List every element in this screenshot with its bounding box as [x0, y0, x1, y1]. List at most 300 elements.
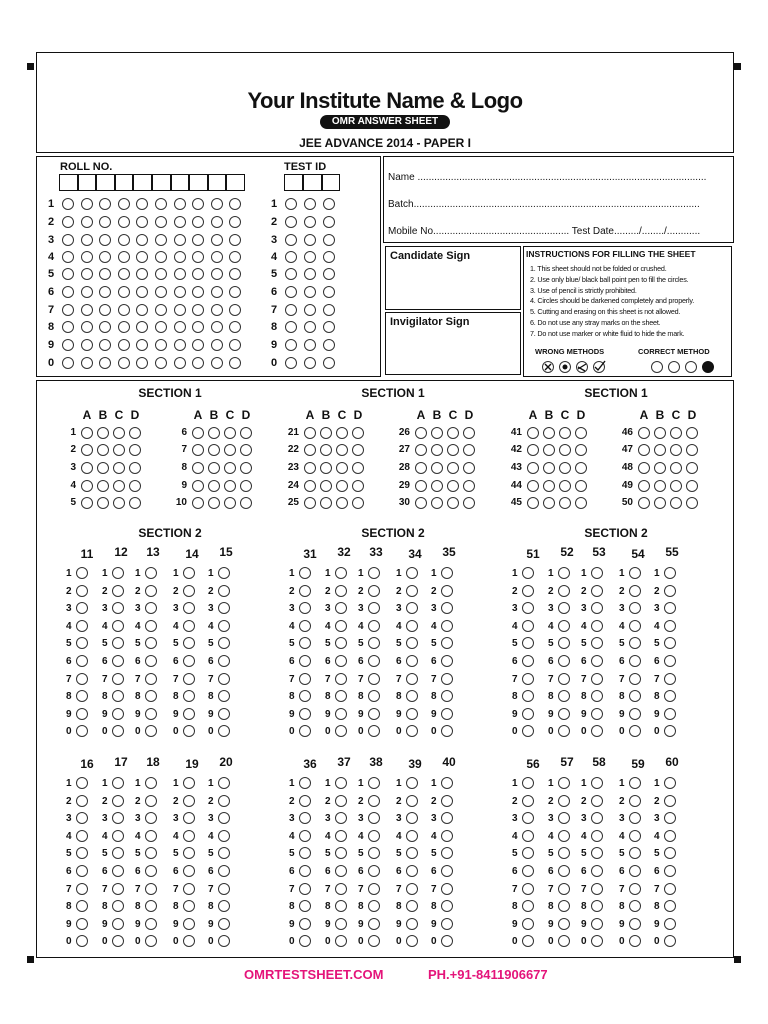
integer-answer-bubble[interactable]	[76, 795, 88, 807]
answer-bubble[interactable]	[463, 444, 475, 456]
integer-answer-bubble[interactable]	[441, 777, 453, 789]
integer-answer-bubble[interactable]	[145, 567, 157, 579]
answer-bubble[interactable]	[336, 462, 348, 474]
integer-answer-bubble[interactable]	[76, 620, 88, 632]
integer-answer-bubble[interactable]	[299, 567, 311, 579]
integer-answer-bubble[interactable]	[76, 673, 88, 685]
integer-answer-bubble[interactable]	[406, 795, 418, 807]
integer-answer-bubble[interactable]	[76, 918, 88, 930]
roll-bubble[interactable]	[118, 357, 130, 369]
answer-bubble[interactable]	[654, 480, 666, 492]
roll-bubble[interactable]	[211, 198, 223, 210]
integer-answer-bubble[interactable]	[591, 620, 603, 632]
roll-bubble[interactable]	[62, 304, 74, 316]
integer-answer-bubble[interactable]	[112, 567, 124, 579]
answer-bubble[interactable]	[575, 480, 587, 492]
answer-bubble[interactable]	[208, 444, 220, 456]
integer-answer-bubble[interactable]	[112, 585, 124, 597]
integer-answer-bubble[interactable]	[629, 830, 641, 842]
roll-bubble[interactable]	[62, 216, 74, 228]
integer-answer-bubble[interactable]	[183, 777, 195, 789]
answer-bubble[interactable]	[129, 462, 141, 474]
answer-bubble[interactable]	[431, 427, 443, 439]
roll-bubble[interactable]	[155, 198, 167, 210]
answer-bubble[interactable]	[192, 427, 204, 439]
answer-bubble[interactable]	[320, 427, 332, 439]
integer-answer-bubble[interactable]	[441, 708, 453, 720]
testid-bubble[interactable]	[323, 304, 335, 316]
answer-bubble[interactable]	[240, 497, 252, 509]
answer-bubble[interactable]	[352, 444, 364, 456]
roll-digit-box[interactable]	[78, 174, 97, 191]
integer-answer-bubble[interactable]	[406, 655, 418, 667]
answer-bubble[interactable]	[654, 444, 666, 456]
integer-answer-bubble[interactable]	[299, 585, 311, 597]
integer-answer-bubble[interactable]	[145, 620, 157, 632]
answer-bubble[interactable]	[352, 480, 364, 492]
answer-bubble[interactable]	[670, 497, 682, 509]
answer-bubble[interactable]	[686, 427, 698, 439]
answer-bubble[interactable]	[224, 427, 236, 439]
answer-bubble[interactable]	[113, 444, 125, 456]
roll-bubble[interactable]	[81, 286, 93, 298]
integer-answer-bubble[interactable]	[145, 865, 157, 877]
answer-bubble[interactable]	[638, 462, 650, 474]
roll-bubble[interactable]	[118, 198, 130, 210]
testid-bubble[interactable]	[323, 216, 335, 228]
roll-bubble[interactable]	[81, 339, 93, 351]
integer-answer-bubble[interactable]	[591, 585, 603, 597]
integer-answer-bubble[interactable]	[218, 708, 230, 720]
answer-bubble[interactable]	[527, 480, 539, 492]
answer-bubble[interactable]	[575, 427, 587, 439]
answer-bubble[interactable]	[129, 444, 141, 456]
integer-answer-bubble[interactable]	[335, 795, 347, 807]
roll-digit-box[interactable]	[59, 174, 78, 191]
integer-answer-bubble[interactable]	[558, 620, 570, 632]
integer-answer-bubble[interactable]	[183, 567, 195, 579]
integer-answer-bubble[interactable]	[406, 585, 418, 597]
answer-bubble[interactable]	[575, 444, 587, 456]
integer-answer-bubble[interactable]	[218, 585, 230, 597]
integer-answer-bubble[interactable]	[299, 673, 311, 685]
answer-bubble[interactable]	[304, 497, 316, 509]
integer-answer-bubble[interactable]	[591, 567, 603, 579]
answer-bubble[interactable]	[431, 444, 443, 456]
integer-answer-bubble[interactable]	[558, 865, 570, 877]
answer-bubble[interactable]	[129, 480, 141, 492]
integer-answer-bubble[interactable]	[591, 673, 603, 685]
roll-bubble[interactable]	[174, 304, 186, 316]
roll-bubble[interactable]	[211, 304, 223, 316]
roll-bubble[interactable]	[174, 198, 186, 210]
integer-answer-bubble[interactable]	[591, 865, 603, 877]
integer-answer-bubble[interactable]	[218, 865, 230, 877]
answer-bubble[interactable]	[208, 497, 220, 509]
answer-bubble[interactable]	[320, 462, 332, 474]
integer-answer-bubble[interactable]	[335, 708, 347, 720]
testid-digit-box[interactable]	[322, 174, 341, 191]
integer-answer-bubble[interactable]	[441, 865, 453, 877]
answer-bubble[interactable]	[638, 444, 650, 456]
answer-bubble[interactable]	[304, 444, 316, 456]
integer-answer-bubble[interactable]	[183, 585, 195, 597]
roll-bubble[interactable]	[81, 198, 93, 210]
answer-bubble[interactable]	[415, 497, 427, 509]
answer-bubble[interactable]	[320, 480, 332, 492]
roll-bubble[interactable]	[155, 234, 167, 246]
integer-answer-bubble[interactable]	[368, 830, 380, 842]
answer-bubble[interactable]	[352, 497, 364, 509]
roll-bubble[interactable]	[118, 321, 130, 333]
answer-bubble[interactable]	[431, 497, 443, 509]
integer-answer-bubble[interactable]	[591, 830, 603, 842]
integer-answer-bubble[interactable]	[629, 708, 641, 720]
integer-answer-bubble[interactable]	[406, 918, 418, 930]
integer-answer-bubble[interactable]	[664, 777, 676, 789]
roll-bubble[interactable]	[62, 268, 74, 280]
answer-bubble[interactable]	[654, 497, 666, 509]
answer-bubble[interactable]	[527, 462, 539, 474]
integer-answer-bubble[interactable]	[441, 673, 453, 685]
roll-bubble[interactable]	[155, 268, 167, 280]
roll-digit-box[interactable]	[152, 174, 171, 191]
answer-bubble[interactable]	[543, 427, 555, 439]
roll-digit-box[interactable]	[171, 174, 190, 191]
integer-answer-bubble[interactable]	[558, 795, 570, 807]
integer-answer-bubble[interactable]	[664, 585, 676, 597]
integer-answer-bubble[interactable]	[406, 673, 418, 685]
answer-bubble[interactable]	[686, 480, 698, 492]
roll-bubble[interactable]	[81, 321, 93, 333]
roll-bubble[interactable]	[118, 304, 130, 316]
integer-answer-bubble[interactable]	[335, 865, 347, 877]
integer-answer-bubble[interactable]	[558, 883, 570, 895]
testid-bubble[interactable]	[323, 339, 335, 351]
testid-bubble[interactable]	[285, 357, 297, 369]
answer-bubble[interactable]	[97, 497, 109, 509]
integer-answer-bubble[interactable]	[664, 708, 676, 720]
answer-bubble[interactable]	[304, 462, 316, 474]
integer-answer-bubble[interactable]	[145, 918, 157, 930]
integer-answer-bubble[interactable]	[183, 795, 195, 807]
roll-bubble[interactable]	[174, 216, 186, 228]
integer-answer-bubble[interactable]	[112, 795, 124, 807]
answer-bubble[interactable]	[415, 462, 427, 474]
integer-answer-bubble[interactable]	[441, 655, 453, 667]
testid-bubble[interactable]	[304, 321, 316, 333]
integer-answer-bubble[interactable]	[664, 883, 676, 895]
integer-answer-bubble[interactable]	[629, 567, 641, 579]
integer-answer-bubble[interactable]	[522, 585, 534, 597]
integer-answer-bubble[interactable]	[183, 655, 195, 667]
answer-bubble[interactable]	[431, 480, 443, 492]
integer-answer-bubble[interactable]	[112, 708, 124, 720]
testid-digit-box[interactable]	[303, 174, 322, 191]
answer-bubble[interactable]	[447, 427, 459, 439]
answer-bubble[interactable]	[559, 497, 571, 509]
integer-answer-bubble[interactable]	[522, 708, 534, 720]
integer-answer-bubble[interactable]	[76, 865, 88, 877]
integer-answer-bubble[interactable]	[76, 655, 88, 667]
integer-answer-bubble[interactable]	[406, 865, 418, 877]
roll-bubble[interactable]	[211, 357, 223, 369]
integer-answer-bubble[interactable]	[183, 708, 195, 720]
roll-digit-box[interactable]	[133, 174, 152, 191]
integer-answer-bubble[interactable]	[299, 883, 311, 895]
integer-answer-bubble[interactable]	[335, 585, 347, 597]
integer-answer-bubble[interactable]	[299, 918, 311, 930]
integer-answer-bubble[interactable]	[629, 585, 641, 597]
testid-bubble[interactable]	[304, 198, 316, 210]
answer-bubble[interactable]	[670, 462, 682, 474]
testid-bubble[interactable]	[304, 304, 316, 316]
answer-bubble[interactable]	[352, 462, 364, 474]
roll-bubble[interactable]	[211, 251, 223, 263]
roll-bubble[interactable]	[81, 357, 93, 369]
answer-bubble[interactable]	[575, 497, 587, 509]
roll-bubble[interactable]	[155, 286, 167, 298]
answer-bubble[interactable]	[336, 444, 348, 456]
integer-answer-bubble[interactable]	[441, 620, 453, 632]
integer-answer-bubble[interactable]	[368, 585, 380, 597]
answer-bubble[interactable]	[224, 497, 236, 509]
roll-bubble[interactable]	[174, 339, 186, 351]
roll-bubble[interactable]	[118, 251, 130, 263]
testid-bubble[interactable]	[304, 339, 316, 351]
integer-answer-bubble[interactable]	[76, 708, 88, 720]
integer-answer-bubble[interactable]	[335, 567, 347, 579]
integer-answer-bubble[interactable]	[629, 777, 641, 789]
answer-bubble[interactable]	[192, 480, 204, 492]
integer-answer-bubble[interactable]	[299, 620, 311, 632]
integer-answer-bubble[interactable]	[629, 655, 641, 667]
answer-bubble[interactable]	[447, 462, 459, 474]
answer-bubble[interactable]	[686, 462, 698, 474]
integer-answer-bubble[interactable]	[591, 708, 603, 720]
integer-answer-bubble[interactable]	[218, 655, 230, 667]
roll-bubble[interactable]	[62, 198, 74, 210]
answer-bubble[interactable]	[224, 462, 236, 474]
answer-bubble[interactable]	[336, 427, 348, 439]
integer-answer-bubble[interactable]	[664, 620, 676, 632]
answer-bubble[interactable]	[543, 462, 555, 474]
roll-bubble[interactable]	[118, 234, 130, 246]
answer-bubble[interactable]	[81, 497, 93, 509]
integer-answer-bubble[interactable]	[368, 708, 380, 720]
roll-digit-box[interactable]	[226, 174, 245, 191]
testid-bubble[interactable]	[323, 234, 335, 246]
answer-bubble[interactable]	[304, 480, 316, 492]
integer-answer-bubble[interactable]	[183, 865, 195, 877]
integer-answer-bubble[interactable]	[558, 777, 570, 789]
integer-answer-bubble[interactable]	[522, 918, 534, 930]
answer-bubble[interactable]	[113, 480, 125, 492]
answer-bubble[interactable]	[431, 462, 443, 474]
answer-bubble[interactable]	[97, 427, 109, 439]
integer-answer-bubble[interactable]	[218, 777, 230, 789]
answer-bubble[interactable]	[447, 444, 459, 456]
integer-answer-bubble[interactable]	[145, 655, 157, 667]
testid-bubble[interactable]	[323, 251, 335, 263]
integer-answer-bubble[interactable]	[591, 795, 603, 807]
integer-answer-bubble[interactable]	[76, 883, 88, 895]
roll-bubble[interactable]	[118, 216, 130, 228]
integer-answer-bubble[interactable]	[218, 567, 230, 579]
answer-bubble[interactable]	[192, 497, 204, 509]
roll-bubble[interactable]	[118, 268, 130, 280]
roll-bubble[interactable]	[174, 321, 186, 333]
roll-bubble[interactable]	[155, 251, 167, 263]
integer-answer-bubble[interactable]	[441, 918, 453, 930]
integer-answer-bubble[interactable]	[522, 830, 534, 842]
answer-bubble[interactable]	[320, 497, 332, 509]
integer-answer-bubble[interactable]	[335, 777, 347, 789]
answer-bubble[interactable]	[240, 444, 252, 456]
integer-answer-bubble[interactable]	[368, 918, 380, 930]
integer-answer-bubble[interactable]	[299, 708, 311, 720]
integer-answer-bubble[interactable]	[406, 708, 418, 720]
answer-bubble[interactable]	[527, 497, 539, 509]
answer-bubble[interactable]	[192, 462, 204, 474]
testid-bubble[interactable]	[285, 268, 297, 280]
answer-bubble[interactable]	[304, 427, 316, 439]
answer-bubble[interactable]	[192, 444, 204, 456]
answer-bubble[interactable]	[543, 444, 555, 456]
answer-bubble[interactable]	[670, 444, 682, 456]
roll-bubble[interactable]	[174, 286, 186, 298]
answer-bubble[interactable]	[654, 427, 666, 439]
integer-answer-bubble[interactable]	[335, 655, 347, 667]
answer-bubble[interactable]	[670, 427, 682, 439]
answer-bubble[interactable]	[113, 427, 125, 439]
testid-bubble[interactable]	[323, 286, 335, 298]
answer-bubble[interactable]	[559, 462, 571, 474]
integer-answer-bubble[interactable]	[335, 830, 347, 842]
integer-answer-bubble[interactable]	[112, 673, 124, 685]
answer-bubble[interactable]	[686, 497, 698, 509]
testid-bubble[interactable]	[304, 251, 316, 263]
roll-digit-box[interactable]	[208, 174, 227, 191]
testid-bubble[interactable]	[304, 216, 316, 228]
integer-answer-bubble[interactable]	[335, 883, 347, 895]
integer-answer-bubble[interactable]	[218, 830, 230, 842]
integer-answer-bubble[interactable]	[183, 830, 195, 842]
integer-answer-bubble[interactable]	[558, 585, 570, 597]
answer-bubble[interactable]	[208, 462, 220, 474]
integer-answer-bubble[interactable]	[218, 795, 230, 807]
testid-bubble[interactable]	[304, 234, 316, 246]
roll-digit-box[interactable]	[96, 174, 115, 191]
answer-bubble[interactable]	[463, 480, 475, 492]
answer-bubble[interactable]	[97, 444, 109, 456]
integer-answer-bubble[interactable]	[112, 620, 124, 632]
testid-bubble[interactable]	[285, 339, 297, 351]
testid-bubble[interactable]	[285, 321, 297, 333]
testid-bubble[interactable]	[323, 198, 335, 210]
answer-bubble[interactable]	[670, 480, 682, 492]
testid-bubble[interactable]	[304, 286, 316, 298]
integer-answer-bubble[interactable]	[112, 918, 124, 930]
integer-answer-bubble[interactable]	[522, 655, 534, 667]
answer-bubble[interactable]	[463, 497, 475, 509]
answer-bubble[interactable]	[352, 427, 364, 439]
integer-answer-bubble[interactable]	[522, 883, 534, 895]
integer-answer-bubble[interactable]	[218, 673, 230, 685]
answer-bubble[interactable]	[463, 427, 475, 439]
integer-answer-bubble[interactable]	[629, 883, 641, 895]
roll-bubble[interactable]	[81, 234, 93, 246]
testid-bubble[interactable]	[285, 304, 297, 316]
integer-answer-bubble[interactable]	[368, 620, 380, 632]
integer-answer-bubble[interactable]	[664, 865, 676, 877]
answer-bubble[interactable]	[415, 480, 427, 492]
integer-answer-bubble[interactable]	[368, 655, 380, 667]
integer-answer-bubble[interactable]	[112, 883, 124, 895]
answer-bubble[interactable]	[81, 427, 93, 439]
testid-bubble[interactable]	[323, 357, 335, 369]
answer-bubble[interactable]	[559, 444, 571, 456]
roll-bubble[interactable]	[62, 286, 74, 298]
integer-answer-bubble[interactable]	[112, 830, 124, 842]
roll-bubble[interactable]	[211, 339, 223, 351]
integer-answer-bubble[interactable]	[335, 918, 347, 930]
answer-bubble[interactable]	[638, 497, 650, 509]
integer-answer-bubble[interactable]	[112, 777, 124, 789]
integer-answer-bubble[interactable]	[664, 567, 676, 579]
roll-bubble[interactable]	[211, 321, 223, 333]
answer-bubble[interactable]	[559, 480, 571, 492]
answer-bubble[interactable]	[81, 480, 93, 492]
integer-answer-bubble[interactable]	[664, 918, 676, 930]
mobile-testdate-field[interactable]: Mobile No................................................. Test Date........./......../............	[388, 226, 701, 237]
integer-answer-bubble[interactable]	[406, 830, 418, 842]
integer-answer-bubble[interactable]	[218, 620, 230, 632]
answer-bubble[interactable]	[575, 462, 587, 474]
integer-answer-bubble[interactable]	[112, 655, 124, 667]
integer-answer-bubble[interactable]	[145, 830, 157, 842]
footer-website[interactable]: OMRTESTSHEET.COM	[244, 967, 384, 982]
integer-answer-bubble[interactable]	[406, 883, 418, 895]
roll-bubble[interactable]	[81, 251, 93, 263]
answer-bubble[interactable]	[543, 497, 555, 509]
answer-bubble[interactable]	[638, 427, 650, 439]
answer-bubble[interactable]	[240, 427, 252, 439]
integer-answer-bubble[interactable]	[368, 795, 380, 807]
integer-answer-bubble[interactable]	[183, 673, 195, 685]
integer-answer-bubble[interactable]	[218, 883, 230, 895]
integer-answer-bubble[interactable]	[145, 708, 157, 720]
answer-bubble[interactable]	[336, 480, 348, 492]
roll-bubble[interactable]	[62, 357, 74, 369]
roll-bubble[interactable]	[174, 251, 186, 263]
integer-answer-bubble[interactable]	[145, 795, 157, 807]
roll-bubble[interactable]	[211, 234, 223, 246]
batch-field[interactable]: Batch.......................................................................................................	[388, 199, 700, 210]
roll-bubble[interactable]	[174, 357, 186, 369]
integer-answer-bubble[interactable]	[406, 567, 418, 579]
roll-bubble[interactable]	[62, 234, 74, 246]
integer-answer-bubble[interactable]	[522, 865, 534, 877]
integer-answer-bubble[interactable]	[183, 620, 195, 632]
integer-answer-bubble[interactable]	[441, 883, 453, 895]
integer-answer-bubble[interactable]	[76, 567, 88, 579]
answer-bubble[interactable]	[97, 462, 109, 474]
integer-answer-bubble[interactable]	[299, 865, 311, 877]
answer-bubble[interactable]	[129, 497, 141, 509]
answer-bubble[interactable]	[81, 462, 93, 474]
answer-bubble[interactable]	[527, 444, 539, 456]
